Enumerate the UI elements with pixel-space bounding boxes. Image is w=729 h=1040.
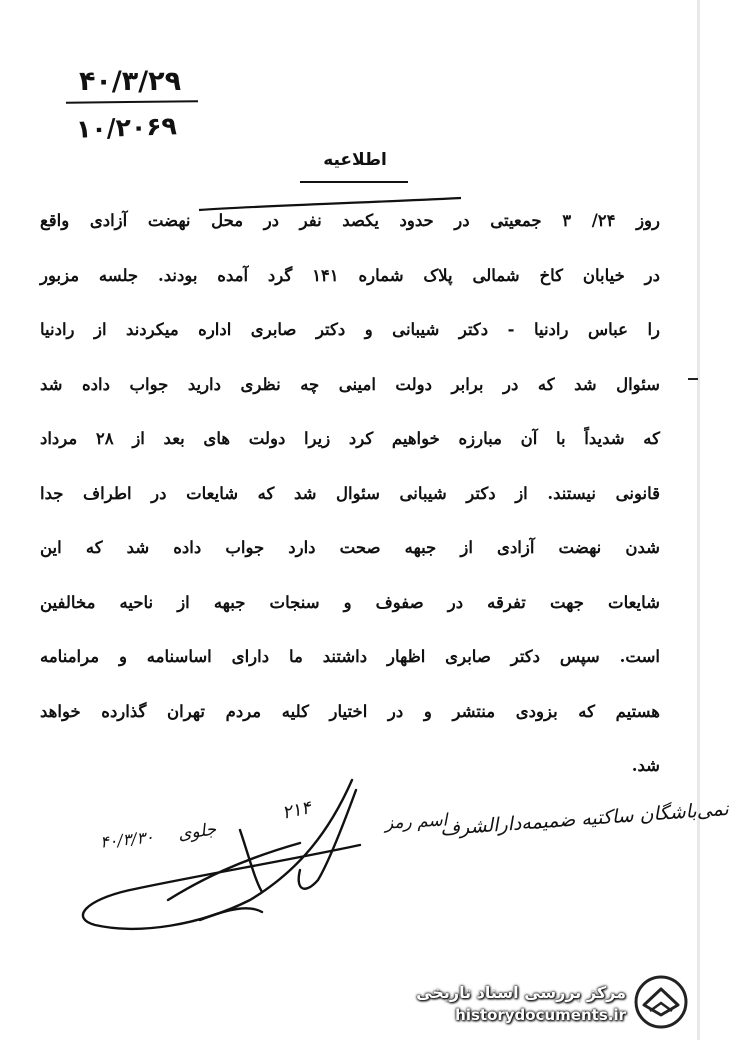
scan-mark [688, 378, 698, 380]
document-body [40, 194, 660, 794]
body-line-7: شدن نهضت آزادی از جبهه صحت دارد جواب داده شد که این [40, 538, 660, 557]
page-right-edge [697, 0, 700, 1040]
body-line-11: شد. [631, 756, 660, 775]
reference-number: ۱۰/۲۰۶۹ [75, 111, 178, 144]
body-line-8: شایعات جهت تفرقه در صفوف و سنجات جبهه از ناحیه مخالفین [40, 592, 660, 612]
document-date-block [60, 66, 200, 103]
body-line-10: هستیم که بزودی منتشر و در اختیار کلیه مردم تهران گذارده خواهد [40, 701, 660, 721]
document-date: ۴۰/۳/۲۹ [78, 66, 182, 97]
title-underline [300, 181, 408, 183]
body-line-1: روز ۲۴/ ۳ جمعیتی در حدود یکصد نفر در محل نهضت آزادی واقع [40, 211, 660, 230]
body-line-3: را عباس رادنیا - دکتر شیبانی و دکتر صابری اداره میکردند از رادنیا [40, 320, 660, 339]
body-line-9: است. سپس دکتر صابری اظهار داشتند ما دارای اساسنامه و مرامنامه [40, 647, 660, 666]
body-line-4: سئوال شد که در برابر دولت امینی چه نظری دارید جواب داده شد [40, 374, 660, 394]
watermark-name: مرکز بررسی اسناد تاریخی [416, 983, 626, 1002]
body-line-5: که شدیداً با آن مبارزه خواهیم کرد زیرا دولت های بعد از ۲۸ مرداد [40, 429, 661, 448]
watermark-url: historydocuments.ir [455, 1006, 626, 1024]
watermark [418, 973, 688, 1033]
body-line-6: قانونی نیستند. از دکتر شیبانی سئوال شد که شایعات در اطراف جدا [40, 483, 660, 503]
annotation-middle: اسم رمز [384, 810, 448, 834]
date-underline [66, 100, 198, 103]
document-title: اطلاعیه [323, 150, 387, 170]
annotation-left-text: جلوی [176, 819, 218, 845]
annotation-right: نمی‌باشگان ساکتیه ضمیمه‌دارالشرف [439, 797, 729, 841]
annotation-code: ۲۱۴ [280, 797, 313, 824]
archive-logo-icon [634, 975, 688, 1029]
annotation-left-date: ۴۰/۳/۳۰ [99, 827, 155, 852]
body-line-2: در خیابان کاخ شمالی پلاک شماره ۱۴۱ گرد آمده بودند. جلسه مزبور [40, 265, 660, 285]
